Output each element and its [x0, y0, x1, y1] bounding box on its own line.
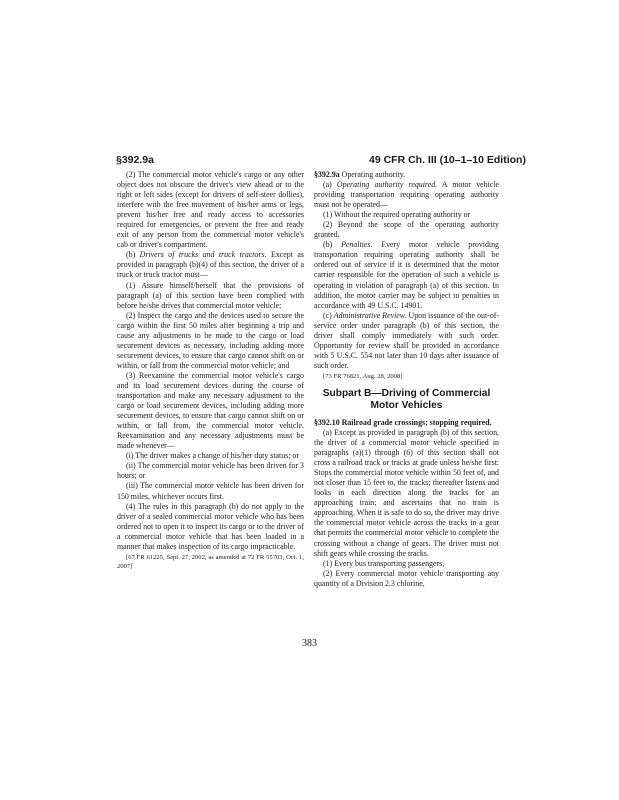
paragraph: (1) Assure himself/herself that the provisions of paragraph (a) of this section have been complied with before he/she drives that commercial motor vehicle; [117, 280, 304, 310]
paragraph: (2) Inspect the cargo and the devices used to secure the cargo within the first 50 miles after beginning a trip and cause any adjustments to be made to the cargo or load securement devices as necessary, including adding more securement devices, to ensure that cargo cannot shift on or within, or fall from the commercial motor vehicle; and [117, 310, 304, 370]
paragraph: (1) Without the required operating authority or [323, 210, 471, 220]
paragraph-heading: Administrative Review. [333, 310, 407, 320]
source-citation: [73 FR 76821, Aug. 28, 2008] [323, 372, 403, 380]
paragraph: (2) Beyond the scope of the operating authority granted. [314, 220, 499, 240]
paragraph: (4) The rules in this paragraph (b) do not apply to the driver of a sealed commercial motor vehicle who has been ordered not to open it to inspect its cargo or to the driver of a commercial motor vehicle that has been loaded in a manner that makes inspection of its cargo impracticable. [117, 501, 304, 551]
section-heading: §392.10 Railroad grade crossings; stopping required. [314, 417, 492, 427]
paragraph: (a) Operating authority required. A motor vehicle providing transportation requiring operating authority must not be operated— [314, 180, 500, 210]
subpart-heading: Subpart B—Driving of Commercial Motor Vehicles [322, 387, 491, 411]
paragraph: (1) Every bus transporting passengers, [323, 558, 445, 568]
paragraph-heading: Drivers of trucks and truck tractors. [139, 250, 267, 260]
paragraph: (iii) The commercial motor vehicle has been driven for 150 miles, whichever occurs first. [117, 481, 304, 501]
paragraph: (3) Reexamine the commercial motor vehicle's cargo and its load securement devices during the course of transportation and make any necessary adjustment to the cargo or load securement devices, including adding more securement devices, to ensure that cargo cannot shift on or within, or fall from, the commercial motor vehicle. Reexamination and any necessary adjustments must be made whenever— [117, 370, 304, 451]
paragraph-heading: Penalties. [341, 240, 373, 250]
paragraph: (ii) The commercial motor vehicle has been driven for 3 hours; or [117, 461, 304, 481]
right-column [314, 170, 499, 589]
paragraph: (b) Drivers of trucks and truck tractors. Except as provided in paragraph (b)(4) of this section, the driver of a truck or truck tractor must— [117, 250, 304, 280]
running-head-title: 49 CFR Ch. III (10–1–10 Edition) [369, 154, 526, 166]
source-citation: [67 FR 61225, Sept. 27, 2002, as amended at 72 FR 55703, Oct. 1, 2007] [117, 553, 304, 570]
running-head-section: §392.9a [116, 154, 154, 166]
paragraph: (a) Except as provided in paragraph (b) of this section, the driver of a commercial motor vehicle specified in paragraphs (a)(1) through (6) of this section shall not cross a railroad track or tracks at grade unless he/she first: Stops the commercial motor vehicle within 50 feet of, and not closer than 15 feet to, the tracks; thereafter listens and looks in each direction along the tracks for an approaching train; and ascertains that no train is approaching. When it is safe to do so, the driver may drive the commercial motor vehicle across the tracks in a gear that permits the commercial motor vehicle to complete the crossing without a change of gears. The driver must not shift gears while crossing the tracks. [314, 427, 500, 558]
section-heading: §392.9a Operating authority. [314, 170, 406, 179]
paragraph-heading: Operating authority required. [336, 180, 438, 190]
paragraph: (2) Every commercial motor vehicle transporting any quantity of a Division 2.3 chlorine, [314, 568, 499, 588]
left-column [117, 170, 304, 573]
page-number: 383 [302, 638, 317, 649]
paragraph: (2) The commercial motor vehicle's cargo or any other object does not obscure the driver's view ahead or to the right or left sides (except for drivers of self-steer dollies), interfere with the free movement of his/her arms or legs, prevent his/her free and ready access to accessories required for emergencies, or prevent the free and ready exit of any person from the commercial motor vehicle's cab or driver's compartment. [117, 170, 304, 250]
paragraph: (c) Administrative Review. Upon issuance of the out-of-service order under paragraph (b) of this section, the driver shall comply immediately with such order. Opportunity for review shall be provided in accordance with 5 U.S.C. 554 not later than 10 days after issuance of such order. [314, 310, 500, 370]
paragraph: (i) The driver makes a change of his/her duty status; or [126, 451, 299, 461]
paragraph: (b) Penalties. Every motor vehicle providing transportation requiring operating authority shall be ordered out of service if it is determined that the motor carrier responsible for the operation of such a vehicle is operating in violation of paragraph (a) of this section. In addition, the motor carrier may be subject to penalties in accordance with 49 U.S.C. 14901. [314, 240, 499, 310]
